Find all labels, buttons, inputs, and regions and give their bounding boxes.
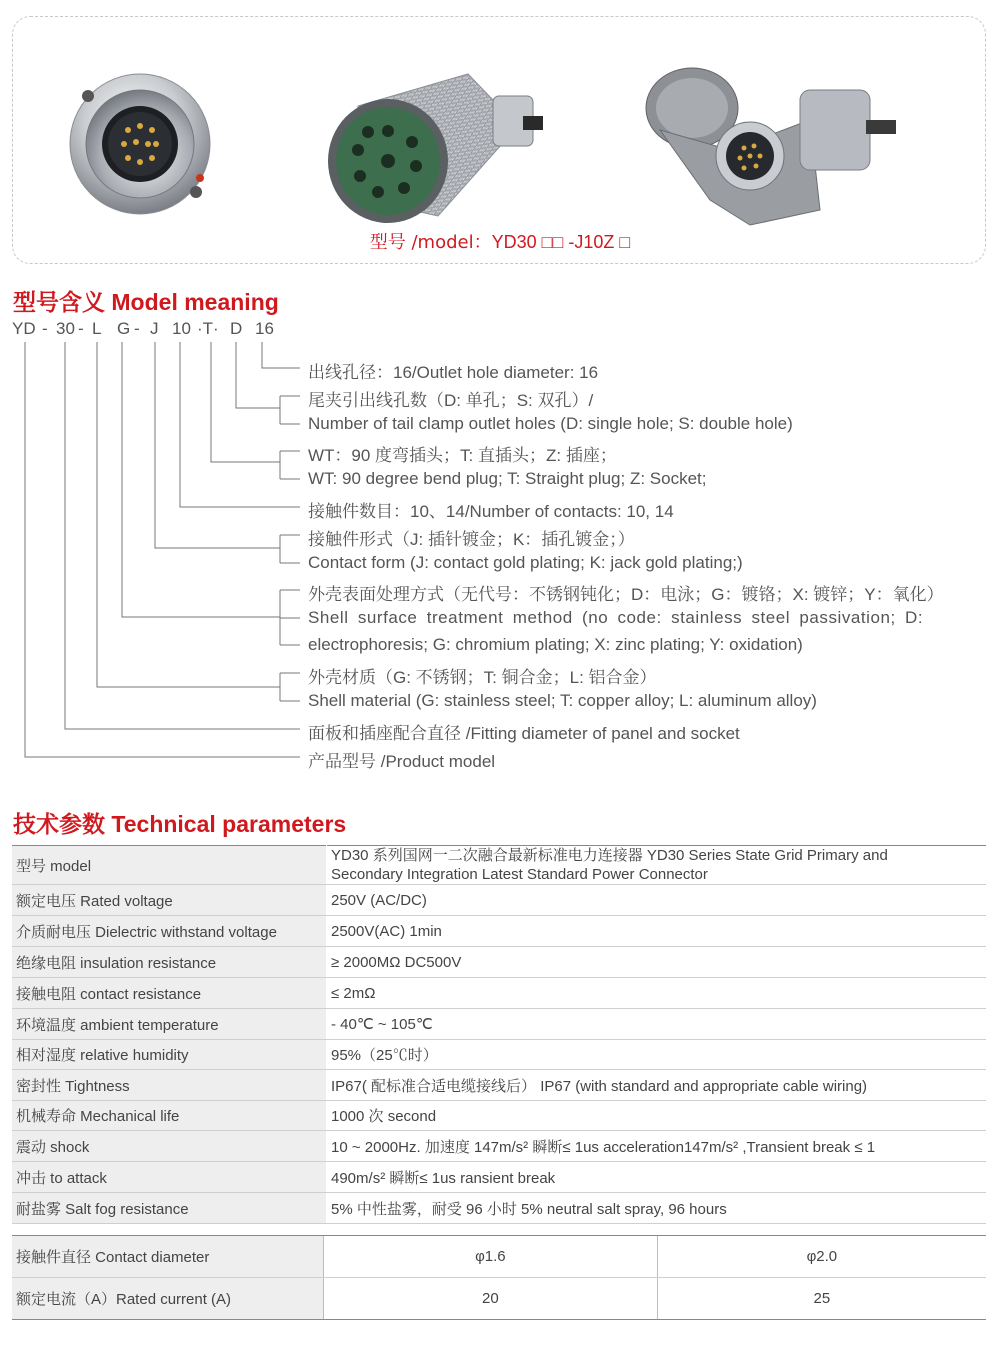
code-10: 10 [172,319,191,338]
meaning-shell-material-cn: 外壳材质（G: 不锈钢；T: 铜合金；L: 铝合金） [308,668,657,687]
param-value: YD30 系列国网一二次融合最新标准电力连接器 YD30 Series State Grid Primary and Secondary Integration Latest Standard Power Connector [327,846,987,885]
meaning-shell-material-en: Shell material (G: stainless steel; T: copper alloy; L: aluminum alloy) [308,691,817,710]
code-g: G [117,319,131,338]
param-label: 型号 model [12,846,327,885]
table-row [12,1236,986,1278]
param-label: 绝缘电阻 insulation resistance [12,947,327,978]
meaning-surface-cn: 外壳表面处理方式（无代号：不锈钢钝化；D：电泳；G：镀铬；X: 镀锌；Y：氧化） [308,585,944,604]
param-value: 95%（25℃时） [327,1040,987,1070]
param-value: 10 ~ 2000Hz. 加速度 147m/s² 瞬断≤ 1us acceleration147m/s² ,Transient break ≤ 1 [327,1131,987,1162]
current-label: 额定电流（A）Rated current (A) [12,1278,324,1320]
meaning-surface-en-1: Shell surface treatment method (no code: stainless steel passivation; D: [308,608,924,627]
table-row [12,1101,986,1131]
table-row [12,1040,986,1070]
meaning-product-model: 产品型号 /Product model [308,752,496,771]
model-caption-label: 型号 /model： [369,232,492,253]
table-row [12,1193,986,1224]
code-30: 30 [56,319,75,338]
table-row [12,1131,986,1162]
param-value: 250V (AC/DC) [327,885,987,916]
technical-parameters-table [12,845,986,1224]
param-value: 1000 次 second [327,1101,987,1131]
param-label: 环境温度 ambient temperature [12,1009,327,1040]
meaning-plug-type-en: WT: 90 degree bend plug; T: Straight plug; Z: Socket; [308,469,707,488]
code-d: D [230,319,243,338]
code-t: ·T· [197,319,219,338]
meaning-tail-clamp-en: Number of tail clamp outlet holes (D: single hole; S: double hole) [308,414,793,433]
param-value: ≤ 2mΩ [327,978,987,1009]
param-label: 额定电压 Rated voltage [12,885,327,916]
param-label: 震动 shock [12,1131,327,1162]
code-j: J [150,319,159,338]
param-label: 机械寿命 Mechanical life [12,1101,327,1131]
current-value: φ1.6 [324,1236,658,1278]
param-label: 介质耐电压 Dielectric withstand voltage [12,916,327,947]
table-row [12,978,986,1009]
table-row [12,885,986,916]
table-row [12,1162,986,1193]
param-value: 2500V(AC) 1min [327,916,987,947]
meaning-surface-en-2: electrophoresis; G: chromium plating; X: zinc plating; Y: oxidation) [308,635,803,654]
meaning-fitting-diameter: 面板和插座配合直径 /Fitting diameter of panel and socket [308,724,740,743]
param-label: 冲击 to attack [12,1162,327,1193]
param-value: 5% 中性盐雾，耐受 96 小时 5% neutral salt spray, 96 hours [327,1193,987,1224]
code-dash: - [78,319,84,338]
code-l: L [92,319,102,338]
param-label: 接触电阻 contact resistance [12,978,327,1009]
param-value: 490m/s² 瞬断≤ 1us ransient break [327,1162,987,1193]
current-value: φ2.0 [657,1236,986,1278]
param-label: 耐盐雾 Salt fog resistance [12,1193,327,1224]
current-label: 接触件直径 Contact diameter [12,1236,324,1278]
current-value: 20 [324,1278,658,1320]
model-caption-code: YD30 □□ -J10Z □ [491,232,631,252]
table-row [12,947,986,978]
table-row [12,916,986,947]
param-value: IP67( 配标准合适电缆接线后） IP67 (with standard and appropriate cable wiring) [327,1070,987,1101]
current-value: 25 [657,1278,986,1320]
table-row [12,1070,986,1101]
meaning-plug-type-cn: WT：90 度弯插头；T: 直插头；Z: 插座； [308,446,617,465]
param-value: ≥ 2000MΩ DC500V [327,947,987,978]
table-row [12,1009,986,1040]
meaning-contact-form-en: Contact form (J: contact gold plating; K: jack gold plating;) [308,553,743,572]
code-dash: - [42,319,48,338]
param-label: 相对湿度 relative humidity [12,1040,327,1070]
meaning-outlet-hole: 出线孔径：16/Outlet hole diameter: 16 [308,363,599,382]
contact-current-table [12,1235,986,1320]
table-row [12,846,986,885]
model-meaning-title: 型号含义 Model meaning [13,289,279,315]
meaning-contact-form-cn: 接触件形式（J: 插针镀金；K：插孔镀金；） [308,530,635,549]
param-value: - 40℃ ~ 105℃ [327,1009,987,1040]
code-dash: - [134,319,140,338]
param-label: 密封性 Tightness [12,1070,327,1101]
code-yd: YD [12,319,36,338]
technical-title: 技术参数 Technical parameters [13,811,347,837]
meaning-tail-clamp-cn: 尾夹引出线孔数（D: 单孔；S: 双孔）/ [308,391,594,410]
table-row [12,1278,986,1320]
code-16: 16 [255,319,274,338]
meaning-contact-count: 接触件数目：10、14/Number of contacts: 10, 14 [308,502,674,521]
